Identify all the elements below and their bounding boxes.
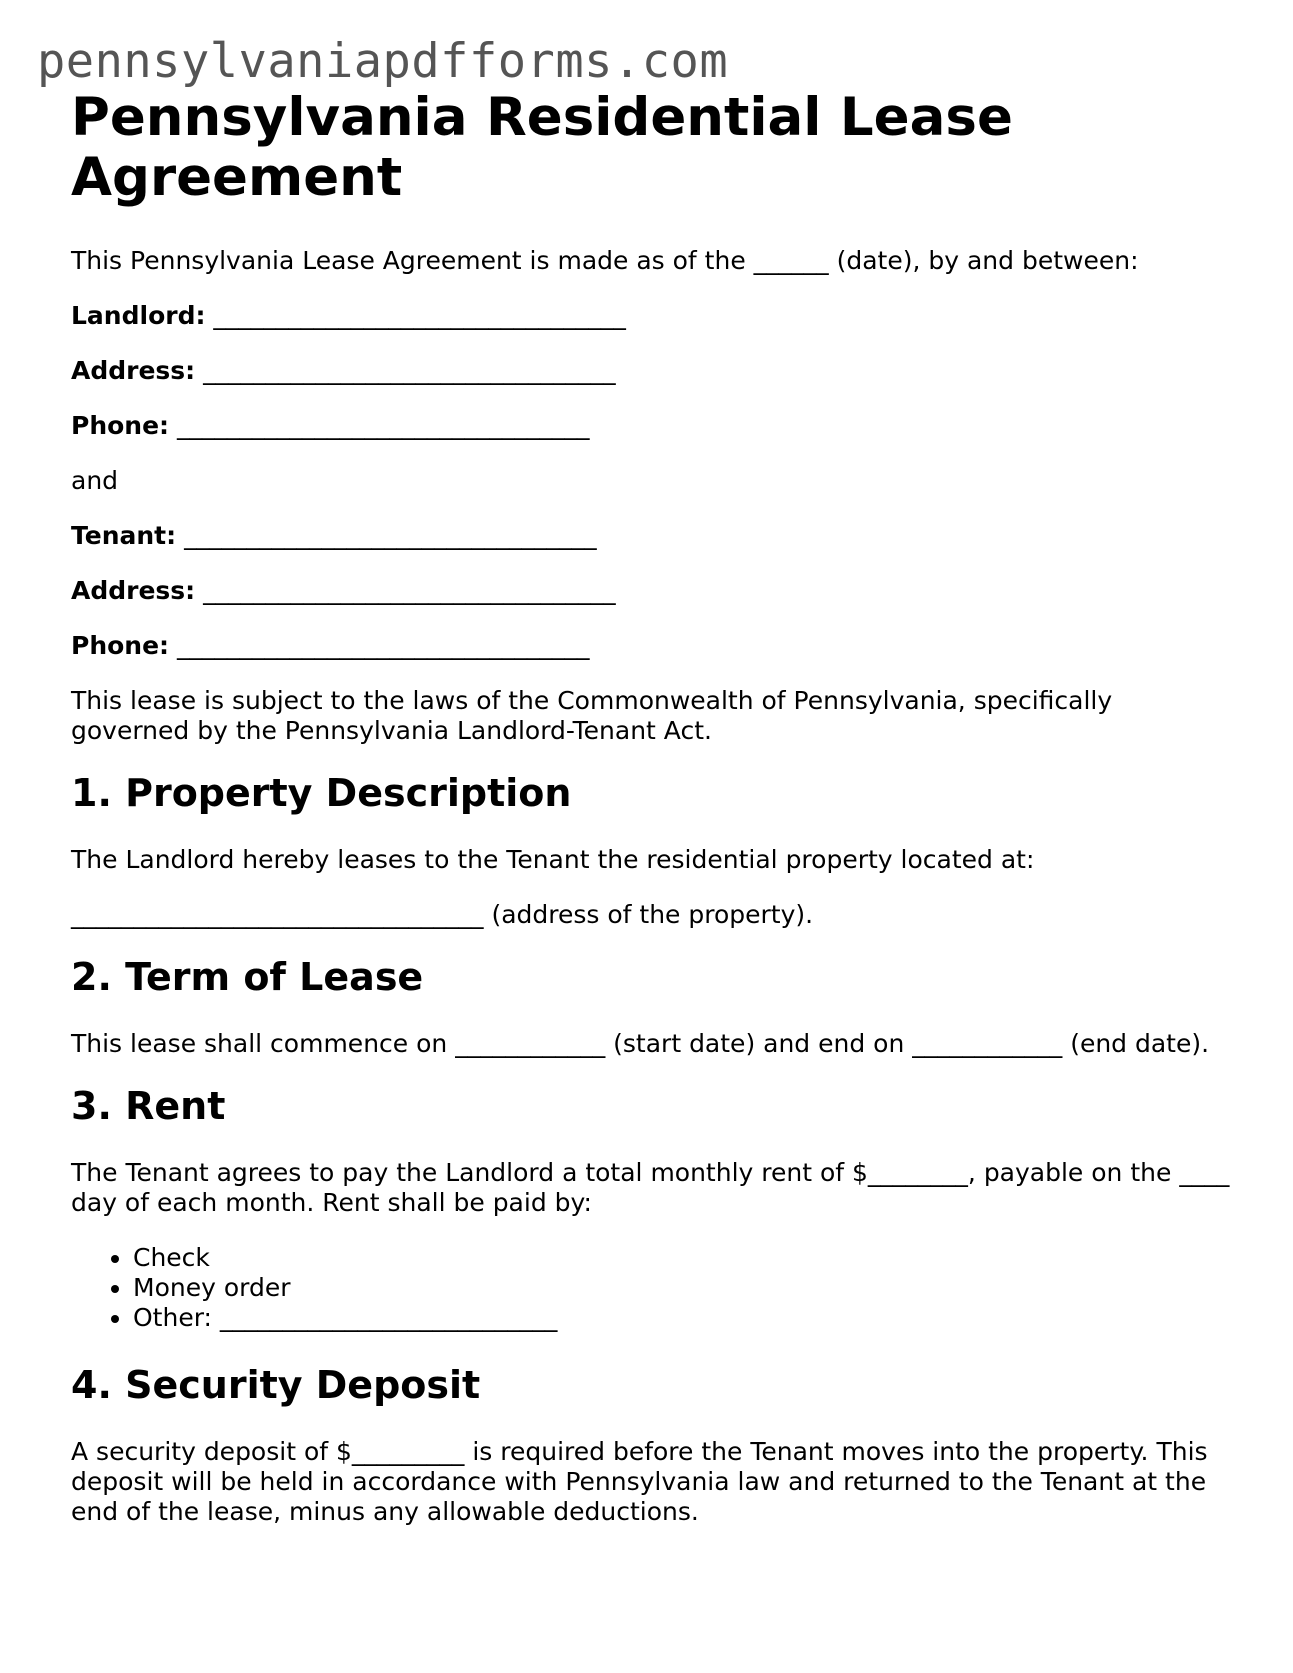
tenant-address-blank[interactable]: _________________________________ <box>203 576 616 605</box>
intro-paragraph: This Pennsylvania Lease Agreement is made as of the ______ (date), by and between: <box>71 246 1139 275</box>
tenant-name-blank[interactable]: _________________________________ <box>184 521 597 550</box>
document-title: Pennsylvania Residential Lease Agreement <box>71 87 1013 208</box>
landlord-address-field <box>71 356 1231 386</box>
tenant-address-field <box>71 576 1231 606</box>
landlord-name-label: Landlord: <box>71 301 206 330</box>
tenant-phone-blank[interactable]: _________________________________ <box>177 631 590 660</box>
payment-method-other[interactable]: • Other: ___________________________ <box>133 1303 1231 1333</box>
property-address-line[interactable]: _________________________________ (address of the property). <box>71 900 814 929</box>
landlord-address-blank[interactable]: _________________________________ <box>203 356 616 385</box>
payment-method-money-order: • Money order <box>133 1273 1231 1303</box>
landlord-phone-label: Phone: <box>71 411 170 440</box>
landlord-phone-field <box>71 411 1231 441</box>
lease-document <box>71 88 1231 1552</box>
tenant-name-label: Tenant: <box>71 521 177 550</box>
section-heading-rent: 3. Rent <box>71 1084 226 1128</box>
site-watermark: pennsylvaniapdfforms.com <box>37 34 729 89</box>
governing-law-paragraph: This lease is subject to the laws of the Commonwealth of Pennsylvania, specifically governed by the Pennsylvania Landlord-Tenant Act. <box>71 686 1113 745</box>
and-text: and <box>71 466 119 495</box>
tenant-address-label: Address: <box>71 576 196 605</box>
landlord-phone-blank[interactable]: _________________________________ <box>177 411 590 440</box>
property-paragraph: The Landlord hereby leases to the Tenant the residential property located at: <box>71 845 1035 874</box>
tenant-phone-label: Phone: <box>71 631 170 660</box>
deposit-paragraph: A security deposit of $_________ is required before the Tenant moves into the property. This deposit will be held in accordance with Pennsylvania law and returned to the Tenant at the end of the lease, minus any allowable deductions. <box>71 1437 1208 1526</box>
section-heading-property: 1. Property Description <box>71 771 572 815</box>
section-heading-deposit: 4. Security Deposit <box>71 1363 481 1407</box>
tenant-phone-field <box>71 631 1231 661</box>
landlord-name-field <box>71 301 1231 331</box>
section-heading-term: 2. Term of Lease <box>71 955 424 999</box>
payment-methods-list <box>71 1243 1231 1333</box>
landlord-address-label: Address: <box>71 356 196 385</box>
rent-paragraph: The Tenant agrees to pay the Landlord a total monthly rent of $________, payable on the ____ day of each month. Rent shall be paid by: <box>71 1158 1230 1217</box>
term-paragraph: This lease shall commence on ____________ (start date) and end on ____________ (end date). <box>71 1029 1210 1058</box>
landlord-name-blank[interactable]: _________________________________ <box>213 301 626 330</box>
payment-method-check: • Check <box>133 1243 1231 1273</box>
tenant-name-field <box>71 521 1231 551</box>
